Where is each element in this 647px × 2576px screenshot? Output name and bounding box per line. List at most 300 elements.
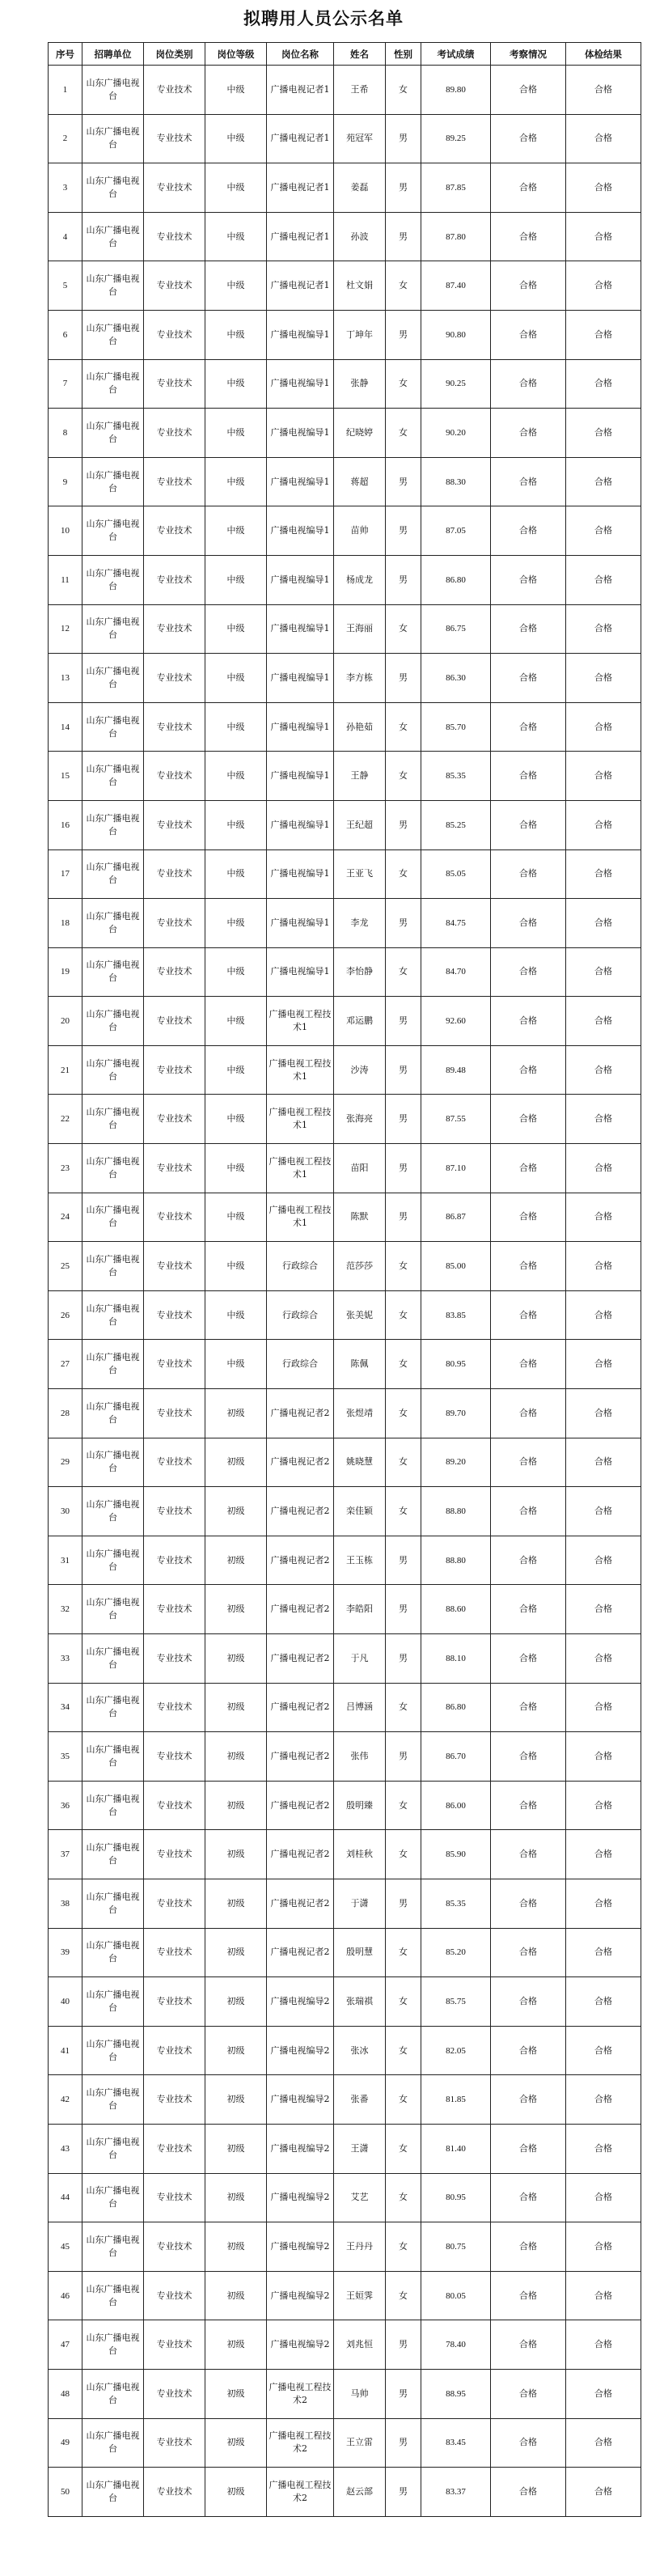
table-row <box>49 1585 641 1634</box>
cell-position: 广播电视编导1 <box>267 506 334 556</box>
cell-level: 中级 <box>205 555 267 604</box>
table-row <box>49 1879 641 1928</box>
cell-physical: 合格 <box>566 409 641 458</box>
cell-name: 王静 <box>334 752 386 801</box>
table-row <box>49 702 641 752</box>
cell-physical: 合格 <box>566 2222 641 2272</box>
cell-inspection: 合格 <box>491 457 566 506</box>
cell-position: 广播电视记者1 <box>267 163 334 213</box>
cell-physical: 合格 <box>566 1585 641 1634</box>
table-row <box>49 409 641 458</box>
table-row <box>49 1732 641 1782</box>
cell-gender: 男 <box>386 1536 421 1585</box>
cell-gender: 男 <box>386 654 421 703</box>
cell-category: 专业技术 <box>144 1585 205 1634</box>
cell-no: 2 <box>49 114 82 163</box>
cell-score: 86.80 <box>421 1683 491 1732</box>
cell-unit: 山东广播电视台 <box>82 1585 144 1634</box>
cell-no: 20 <box>49 997 82 1046</box>
cell-position: 广播电视记者2 <box>267 1487 334 1536</box>
cell-gender: 女 <box>386 2222 421 2272</box>
cell-category: 专业技术 <box>144 1634 205 1684</box>
cell-score: 85.35 <box>421 1879 491 1928</box>
cell-no: 35 <box>49 1732 82 1782</box>
cell-position: 广播电视记者2 <box>267 1536 334 1585</box>
cell-category: 专业技术 <box>144 1732 205 1782</box>
cell-unit: 山东广播电视台 <box>82 1045 144 1095</box>
cell-level: 初级 <box>205 2173 267 2222</box>
cell-gender: 女 <box>386 359 421 409</box>
cell-score: 87.40 <box>421 261 491 311</box>
cell-name: 刘兆恒 <box>334 2320 386 2370</box>
cell-gender: 女 <box>386 2075 421 2125</box>
cell-inspection: 合格 <box>491 1438 566 1487</box>
cell-position: 广播电视工程技术1 <box>267 1193 334 1242</box>
cell-name: 殷明臻 <box>334 1781 386 1830</box>
cell-name: 姜磊 <box>334 163 386 213</box>
cell-name: 孙艳茹 <box>334 702 386 752</box>
cell-gender: 男 <box>386 457 421 506</box>
cell-name: 王亚飞 <box>334 849 386 899</box>
cell-name: 马帅 <box>334 2369 386 2418</box>
cell-inspection: 合格 <box>491 947 566 997</box>
cell-score: 87.80 <box>421 212 491 261</box>
cell-name: 张瑞祺 <box>334 1977 386 2027</box>
cell-unit: 山东广播电视台 <box>82 849 144 899</box>
table-row <box>49 1340 641 1389</box>
cell-level: 中级 <box>205 457 267 506</box>
cell-unit: 山东广播电视台 <box>82 506 144 556</box>
cell-category: 专业技术 <box>144 2320 205 2370</box>
table-row <box>49 261 641 311</box>
cell-inspection: 合格 <box>491 1144 566 1193</box>
cell-position: 广播电视记者2 <box>267 1389 334 1438</box>
cell-gender: 女 <box>386 1830 421 1879</box>
cell-score: 80.05 <box>421 2271 491 2320</box>
cell-inspection: 合格 <box>491 359 566 409</box>
cell-category: 专业技术 <box>144 2222 205 2272</box>
cell-level: 初级 <box>205 1683 267 1732</box>
cell-category: 专业技术 <box>144 409 205 458</box>
cell-score: 88.30 <box>421 457 491 506</box>
table-row <box>49 1683 641 1732</box>
cell-category: 专业技术 <box>144 1830 205 1879</box>
cell-score: 89.20 <box>421 1438 491 1487</box>
cell-unit: 山东广播电视台 <box>82 2026 144 2075</box>
cell-gender: 男 <box>386 212 421 261</box>
table-row <box>49 1290 641 1340</box>
cell-category: 专业技术 <box>144 1045 205 1095</box>
cell-gender: 女 <box>386 1977 421 2027</box>
cell-name: 赵云部 <box>334 2468 386 2517</box>
cell-name: 张煜靖 <box>334 1389 386 1438</box>
cell-category: 专业技术 <box>144 604 205 654</box>
cell-position: 广播电视记者1 <box>267 212 334 261</box>
cell-inspection: 合格 <box>491 310 566 359</box>
cell-unit: 山东广播电视台 <box>82 212 144 261</box>
cell-inspection: 合格 <box>491 800 566 849</box>
cell-level: 初级 <box>205 2222 267 2272</box>
cell-inspection: 合格 <box>491 261 566 311</box>
cell-category: 专业技术 <box>144 997 205 1046</box>
cell-gender: 男 <box>386 1193 421 1242</box>
cell-score: 89.25 <box>421 114 491 163</box>
cell-name: 李皓阳 <box>334 1585 386 1634</box>
cell-position: 广播电视工程技术1 <box>267 1144 334 1193</box>
cell-level: 中级 <box>205 359 267 409</box>
cell-inspection: 合格 <box>491 2222 566 2272</box>
cell-category: 专业技术 <box>144 2173 205 2222</box>
cell-category: 专业技术 <box>144 800 205 849</box>
cell-inspection: 合格 <box>491 2468 566 2517</box>
cell-unit: 山东广播电视台 <box>82 409 144 458</box>
cell-name: 刘桂秋 <box>334 1830 386 1879</box>
cell-gender: 女 <box>386 1242 421 1291</box>
cell-score: 83.37 <box>421 2468 491 2517</box>
cell-no: 34 <box>49 1683 82 1732</box>
cell-score: 82.05 <box>421 2026 491 2075</box>
cell-no: 24 <box>49 1193 82 1242</box>
cell-physical: 合格 <box>566 212 641 261</box>
cell-unit: 山东广播电视台 <box>82 997 144 1046</box>
table-row <box>49 2026 641 2075</box>
table-row <box>49 66 641 115</box>
cell-unit: 山东广播电视台 <box>82 702 144 752</box>
cell-position: 广播电视工程技术1 <box>267 997 334 1046</box>
cell-name: 杜文娟 <box>334 261 386 311</box>
cell-physical: 合格 <box>566 1290 641 1340</box>
cell-no: 29 <box>49 1438 82 1487</box>
cell-inspection: 合格 <box>491 604 566 654</box>
cell-position: 广播电视记者2 <box>267 1879 334 1928</box>
cell-name: 杨成龙 <box>334 555 386 604</box>
cell-category: 专业技术 <box>144 261 205 311</box>
cell-unit: 山东广播电视台 <box>82 654 144 703</box>
cell-name: 陈默 <box>334 1193 386 1242</box>
table-row <box>49 359 641 409</box>
cell-position: 广播电视工程技术1 <box>267 1095 334 1144</box>
cell-gender: 女 <box>386 604 421 654</box>
cell-gender: 女 <box>386 409 421 458</box>
cell-category: 专业技术 <box>144 1879 205 1928</box>
cell-gender: 女 <box>386 947 421 997</box>
cell-name: 张伟 <box>334 1732 386 1782</box>
cell-inspection: 合格 <box>491 1340 566 1389</box>
cell-gender: 男 <box>386 555 421 604</box>
cell-unit: 山东广播电视台 <box>82 66 144 115</box>
cell-gender: 男 <box>386 310 421 359</box>
cell-score: 89.70 <box>421 1389 491 1438</box>
cell-unit: 山东广播电视台 <box>82 2173 144 2222</box>
cell-name: 王潇 <box>334 2124 386 2173</box>
cell-level: 中级 <box>205 409 267 458</box>
cell-unit: 山东广播电视台 <box>82 1879 144 1928</box>
cell-gender: 女 <box>386 1438 421 1487</box>
cell-physical: 合格 <box>566 654 641 703</box>
table-row <box>49 2173 641 2222</box>
cell-position: 广播电视编导2 <box>267 2222 334 2272</box>
cell-gender: 女 <box>386 1781 421 1830</box>
cell-score: 87.55 <box>421 1095 491 1144</box>
cell-gender: 女 <box>386 849 421 899</box>
cell-inspection: 合格 <box>491 2124 566 2173</box>
cell-gender: 女 <box>386 1683 421 1732</box>
table-row <box>49 114 641 163</box>
cell-category: 专业技术 <box>144 2418 205 2468</box>
cell-score: 87.10 <box>421 1144 491 1193</box>
cell-gender: 男 <box>386 2369 421 2418</box>
cell-gender: 女 <box>386 1389 421 1438</box>
cell-physical: 合格 <box>566 2468 641 2517</box>
cell-name: 王姮霁 <box>334 2271 386 2320</box>
cell-physical: 合格 <box>566 2320 641 2370</box>
cell-score: 86.30 <box>421 654 491 703</box>
cell-category: 专业技术 <box>144 752 205 801</box>
cell-physical: 合格 <box>566 2271 641 2320</box>
cell-gender: 女 <box>386 261 421 311</box>
cell-no: 48 <box>49 2369 82 2418</box>
cell-gender: 男 <box>386 2468 421 2517</box>
cell-level: 初级 <box>205 1781 267 1830</box>
cell-physical: 合格 <box>566 457 641 506</box>
table-row <box>49 654 641 703</box>
cell-category: 专业技术 <box>144 1487 205 1536</box>
cell-physical: 合格 <box>566 1683 641 1732</box>
cell-inspection: 合格 <box>491 212 566 261</box>
cell-unit: 山东广播电视台 <box>82 752 144 801</box>
cell-unit: 山东广播电视台 <box>82 1928 144 1977</box>
cell-unit: 山东广播电视台 <box>82 163 144 213</box>
cell-category: 专业技术 <box>144 2468 205 2517</box>
cell-category: 专业技术 <box>144 1536 205 1585</box>
cell-unit: 山东广播电视台 <box>82 457 144 506</box>
cell-no: 23 <box>49 1144 82 1193</box>
cell-category: 专业技术 <box>144 1242 205 1291</box>
cell-inspection: 合格 <box>491 1193 566 1242</box>
cell-position: 广播电视编导1 <box>267 800 334 849</box>
cell-level: 中级 <box>205 1242 267 1291</box>
table-row <box>49 2124 641 2173</box>
cell-physical: 合格 <box>566 604 641 654</box>
cell-unit: 山东广播电视台 <box>82 1193 144 1242</box>
table-row <box>49 2369 641 2418</box>
cell-position: 广播电视工程技术1 <box>267 1045 334 1095</box>
cell-position: 广播电视编导1 <box>267 555 334 604</box>
cell-inspection: 合格 <box>491 1928 566 1977</box>
cell-score: 88.95 <box>421 2369 491 2418</box>
cell-category: 专业技术 <box>144 555 205 604</box>
cell-level: 初级 <box>205 1389 267 1438</box>
cell-no: 47 <box>49 2320 82 2370</box>
cell-no: 38 <box>49 1879 82 1928</box>
cell-no: 31 <box>49 1536 82 1585</box>
page-title: 拟聘用人员公示名单 <box>243 9 404 28</box>
cell-physical: 合格 <box>566 752 641 801</box>
cell-level: 初级 <box>205 2468 267 2517</box>
cell-physical: 合格 <box>566 849 641 899</box>
table-row <box>49 899 641 948</box>
cell-inspection: 合格 <box>491 1781 566 1830</box>
cell-unit: 山东广播电视台 <box>82 2418 144 2468</box>
table-row <box>49 555 641 604</box>
cell-inspection: 合格 <box>491 1487 566 1536</box>
cell-unit: 山东广播电视台 <box>82 555 144 604</box>
cell-level: 中级 <box>205 702 267 752</box>
cell-category: 专业技术 <box>144 2271 205 2320</box>
cell-unit: 山东广播电视台 <box>82 1144 144 1193</box>
table-row <box>49 1487 641 1536</box>
cell-inspection: 合格 <box>491 1879 566 1928</box>
cell-unit: 山东广播电视台 <box>82 114 144 163</box>
cell-level: 初级 <box>205 1536 267 1585</box>
cell-level: 中级 <box>205 947 267 997</box>
cell-level: 中级 <box>205 899 267 948</box>
cell-name: 沙涛 <box>334 1045 386 1095</box>
cell-inspection: 合格 <box>491 997 566 1046</box>
cell-score: 81.40 <box>421 2124 491 2173</box>
cell-no: 10 <box>49 506 82 556</box>
cell-inspection: 合格 <box>491 1389 566 1438</box>
cell-position: 广播电视记者2 <box>267 1732 334 1782</box>
cell-unit: 山东广播电视台 <box>82 2271 144 2320</box>
cell-score: 84.70 <box>421 947 491 997</box>
cell-level: 中级 <box>205 849 267 899</box>
cell-physical: 合格 <box>566 997 641 1046</box>
cell-level: 中级 <box>205 1095 267 1144</box>
cell-position: 广播电视编导1 <box>267 752 334 801</box>
cell-no: 1 <box>49 66 82 115</box>
cell-no: 12 <box>49 604 82 654</box>
table-row <box>49 2320 641 2370</box>
cell-score: 88.80 <box>421 1536 491 1585</box>
cell-no: 27 <box>49 1340 82 1389</box>
cell-no: 8 <box>49 409 82 458</box>
cell-name: 丁坤年 <box>334 310 386 359</box>
cell-position: 行政综合 <box>267 1340 334 1389</box>
cell-level: 初级 <box>205 2124 267 2173</box>
cell-level: 中级 <box>205 1290 267 1340</box>
cell-physical: 合格 <box>566 1536 641 1585</box>
cell-position: 广播电视编导2 <box>267 2124 334 2173</box>
cell-unit: 山东广播电视台 <box>82 261 144 311</box>
cell-no: 43 <box>49 2124 82 2173</box>
cell-gender: 男 <box>386 1732 421 1782</box>
cell-position: 广播电视记者2 <box>267 1781 334 1830</box>
cell-level: 初级 <box>205 1732 267 1782</box>
cell-unit: 山东广播电视台 <box>82 1438 144 1487</box>
cell-inspection: 合格 <box>491 654 566 703</box>
cell-score: 86.75 <box>421 604 491 654</box>
table-row <box>49 1977 641 2027</box>
cell-inspection: 合格 <box>491 1290 566 1340</box>
cell-gender: 女 <box>386 66 421 115</box>
cell-inspection: 合格 <box>491 849 566 899</box>
cell-level: 中级 <box>205 1144 267 1193</box>
table-row <box>49 2222 641 2272</box>
cell-gender: 女 <box>386 1928 421 1977</box>
applicant-table <box>48 42 641 2517</box>
cell-no: 50 <box>49 2468 82 2517</box>
cell-inspection: 合格 <box>491 899 566 948</box>
cell-position: 广播电视记者1 <box>267 66 334 115</box>
cell-position: 广播电视编导1 <box>267 654 334 703</box>
cell-unit: 山东广播电视台 <box>82 310 144 359</box>
cell-physical: 合格 <box>566 1781 641 1830</box>
cell-no: 5 <box>49 261 82 311</box>
cell-inspection: 合格 <box>491 1634 566 1684</box>
cell-name: 苗帅 <box>334 506 386 556</box>
cell-physical: 合格 <box>566 1438 641 1487</box>
cell-position: 广播电视编导2 <box>267 2271 334 2320</box>
cell-position: 广播电视编导1 <box>267 359 334 409</box>
cell-unit: 山东广播电视台 <box>82 1487 144 1536</box>
cell-physical: 合格 <box>566 359 641 409</box>
table-row <box>49 947 641 997</box>
cell-no: 7 <box>49 359 82 409</box>
cell-inspection: 合格 <box>491 2418 566 2468</box>
cell-gender: 男 <box>386 997 421 1046</box>
cell-category: 专业技术 <box>144 1683 205 1732</box>
cell-physical: 合格 <box>566 163 641 213</box>
cell-name: 苗阳 <box>334 1144 386 1193</box>
cell-unit: 山东广播电视台 <box>82 359 144 409</box>
cell-no: 22 <box>49 1095 82 1144</box>
cell-inspection: 合格 <box>491 409 566 458</box>
cell-name: 殷明慧 <box>334 1928 386 1977</box>
cell-level: 中级 <box>205 163 267 213</box>
table-row <box>49 1928 641 1977</box>
cell-score: 85.35 <box>421 752 491 801</box>
table-row <box>49 212 641 261</box>
cell-category: 专业技术 <box>144 2075 205 2125</box>
cell-no: 15 <box>49 752 82 801</box>
table-row <box>49 163 641 213</box>
cell-position: 广播电视编导1 <box>267 310 334 359</box>
cell-no: 45 <box>49 2222 82 2272</box>
cell-category: 专业技术 <box>144 1144 205 1193</box>
cell-score: 90.25 <box>421 359 491 409</box>
cell-score: 89.48 <box>421 1045 491 1095</box>
cell-unit: 山东广播电视台 <box>82 2320 144 2370</box>
table-row <box>49 1536 641 1585</box>
cell-no: 13 <box>49 654 82 703</box>
cell-no: 16 <box>49 800 82 849</box>
cell-score: 83.85 <box>421 1290 491 1340</box>
cell-physical: 合格 <box>566 1045 641 1095</box>
cell-no: 36 <box>49 1781 82 1830</box>
cell-category: 专业技术 <box>144 212 205 261</box>
cell-name: 吕博涵 <box>334 1683 386 1732</box>
cell-physical: 合格 <box>566 2124 641 2173</box>
cell-inspection: 合格 <box>491 66 566 115</box>
table-row <box>49 457 641 506</box>
cell-name: 王丹丹 <box>334 2222 386 2272</box>
cell-unit: 山东广播电视台 <box>82 899 144 948</box>
cell-name: 张海亮 <box>334 1095 386 1144</box>
cell-level: 中级 <box>205 752 267 801</box>
cell-score: 85.90 <box>421 1830 491 1879</box>
cell-gender: 男 <box>386 1634 421 1684</box>
cell-no: 11 <box>49 555 82 604</box>
cell-physical: 合格 <box>566 2075 641 2125</box>
table-row <box>49 2075 641 2125</box>
cell-physical: 合格 <box>566 1830 641 1879</box>
cell-physical: 合格 <box>566 2026 641 2075</box>
cell-physical: 合格 <box>566 555 641 604</box>
cell-unit: 山东广播电视台 <box>82 1781 144 1830</box>
cell-category: 专业技术 <box>144 1095 205 1144</box>
cell-no: 42 <box>49 2075 82 2125</box>
